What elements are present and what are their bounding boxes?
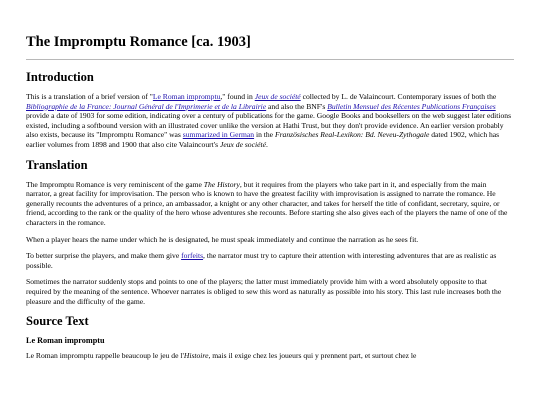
introduction-heading: Introduction <box>26 70 94 84</box>
link-summarized-in-german[interactable]: summarized in German <box>182 130 255 140</box>
translation-paragraph-1: The Impromptu Romance is very reminiscent of the game The History, but it requires from the players who take part in it, and especially from the main narrator, a great facility for improvisation. The person who is known to have the greatest facility with improvisation is assigned to narrate the romance. He generally recounts the adventures of a prince, an ambassador, a knight or any other character, and takes for herself the title of confidant, secretary, squire, or friend, according to the rank or the quality of the hero whose adventures she recounts. Before starting she also gives each of the players the name of one of the characters in the romance. <box>26 179 508 227</box>
translation-paragraph-3: To better surprise the players, and make them give forfeits, the narrator must try to capture their attention with interesting adventures that are as realistic as possible. <box>26 251 497 270</box>
translation-paragraph-4: Sometimes the narrator suddenly stops and points to one of the players; the latter must immediately provide him with a word absolutely opposite to that required by the meaning of the sentence. Whoever narrates is obliged to sew this word as naturally as possible into his story. This last rule increases both the pleasure and the difficulty of the game. <box>26 277 502 306</box>
source-text-heading: Source Text <box>26 314 89 329</box>
title-jeux-de-societe: Jeux de société <box>219 139 266 149</box>
title-the-history: The History <box>203 179 240 189</box>
source-paragraph-1: Le Roman impromptu rappelle beaucoup le jeu de l'Histoire, mais il exige chez les joueurs qui y prennent part, et surtout chez le <box>26 351 417 361</box>
title-histoire: Histoire <box>183 351 209 361</box>
link-forfeits[interactable]: forfeits <box>181 251 204 261</box>
translation-heading: Translation <box>26 157 88 172</box>
source-subheading: Le Roman impromptu <box>26 336 105 346</box>
introduction-paragraph: This is a translation of a brief version of "Le Roman impromptu," found in Jeux de société collected by L. de Valaincourt. Contemporary issues of both the Bibliographie de la France: Journal Général de l'Imprimerie et de la Librairie and also the BNF's Bulletin Mensuel des Récentes Publications Françaises provide a date of 1903 for some edition, indicating over a century of publications for the game. Google Books and booksellers on the web suggest later editions existed, including a softbound version with an illustrated cover unlike the version at Hathi Trust, but they don't provide evidence. An earlier version probably also exists, because its "Impromptu Romance" was summarized in German in the Französisches Real-Lexikon: Bd. Neveu-Zythogale dated 1902, which has earlier volumes from 1898 and 1900 that also cite Valaincourt's Jeux de société. <box>26 92 512 149</box>
link-bulletin-mensuel[interactable]: Bulletin Mensuel des Récentes Publications Françaises <box>327 101 496 111</box>
title-reallexikon: Französisches Real-Lexikon: Bd. Neveu-Zythogale <box>274 130 430 140</box>
link-bibliographie-de-la-france[interactable]: Bibliographie de la France: Journal Général de l'Imprimerie et de la Librairie <box>26 101 267 111</box>
translation-paragraph-2: When a player hears the name under which he is designated, he must speak immediately and continue the narration as he sees fit. <box>26 234 419 244</box>
link-le-roman-impromptu[interactable]: Le Roman impromptu <box>152 92 221 101</box>
link-jeux-de-societe[interactable]: Jeux de société <box>254 92 301 101</box>
title-divider <box>26 59 514 60</box>
page-title: The Impromptu Romance [ca. 1903] <box>26 34 251 50</box>
